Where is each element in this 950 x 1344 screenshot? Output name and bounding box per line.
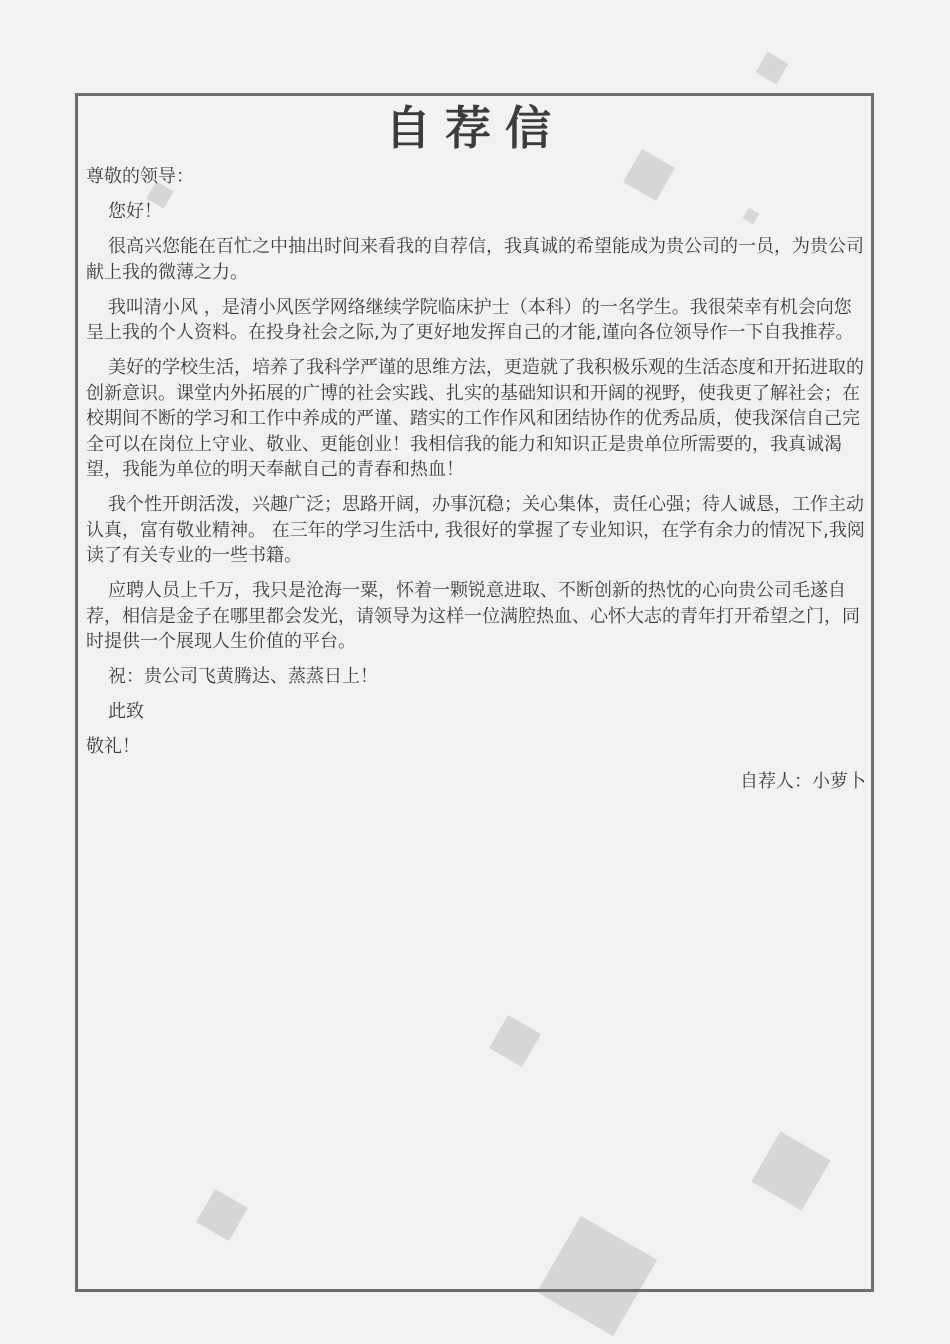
wish-line: 祝：贵公司飞黄腾达、蒸蒸日上！ xyxy=(108,666,378,687)
paragraph-personality: 我个性开朗活泼，兴趣广泛；思路开阔，办事沉稳；关心集体，责任心强；待人诚恳，工作主动认真，富有敬业精神。 在三年的学习生活中, 我很好的掌握了专业知识，在学有余力的情况下,我阅读了有关专业的一些书籍。 xyxy=(86,494,865,566)
closing-line-1: 此致 xyxy=(108,701,144,722)
closing-line-2: 敬礼！ xyxy=(86,736,140,757)
paragraph-intro: 很高兴您能在百忙之中抽出时间来看我的自荐信，我真诚的希望能成为贵公司的一员，为贵公司献上我的微薄之力。 xyxy=(86,236,864,283)
letter-title: 自荐信 xyxy=(385,101,565,155)
paragraph-education: 美好的学校生活，培养了我科学严谨的思维方法，更造就了我积极乐观的生活态度和开拓进取的创新意识。课堂内外拓展的广博的社会实践、扎实的基础知识和开阔的视野，使我更了解社会；在校期间不断的学习和工作中养成的严谨、踏实的工作作风和团结协作的优秀品质，使我深信自己完全可以在岗位上守业、敬业、更能创业！我相信我的能力和知识正是贵单位所需要的，我真诚渴望，我能为单位的明天奉献自己的青春和热血！ xyxy=(86,357,864,480)
paragraph-closing-appeal: 应聘人员上千万，我只是沧海一粟，怀着一颗锐意进取、不断创新的热忱的心向贵公司毛遂自荐，相信是金子在哪里都会发光，请领导为这样一位满腔热血、心怀大志的青年打开希望之门，同时提供一个展现人生价值的平台。 xyxy=(86,580,860,652)
decorative-diamond-1 xyxy=(756,52,789,85)
signature: 自荐人：小萝卜 xyxy=(740,771,866,792)
salutation: 尊敬的领导： xyxy=(86,166,194,187)
greeting: 您好！ xyxy=(108,201,162,222)
letter-body xyxy=(86,164,866,804)
paragraph-self-introduction: 我叫清小风 ，是清小风医学网络继续学院临床护士（本科）的一名学生。我很荣幸有机会向您呈上我的个人资料。在投身社会之际,为了更好地发挥自己的才能,谨向各位领导作一下自我推荐。 xyxy=(86,296,854,343)
